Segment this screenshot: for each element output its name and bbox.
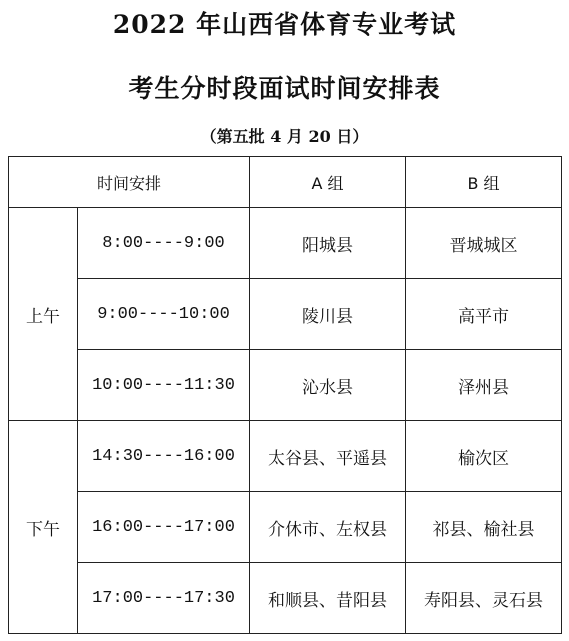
- time-slot: 9:00----10:00: [78, 279, 250, 350]
- table-row: [9, 208, 562, 279]
- page-subtitle-title: 考生分时段面试时间安排表: [128, 74, 441, 103]
- time-slot: 10:00----11:30: [78, 350, 250, 421]
- column-header-group-a: A 组: [250, 157, 406, 208]
- schedule-table: [8, 156, 562, 634]
- table-row: [9, 563, 562, 634]
- group-b-cell: 榆次区: [406, 421, 562, 492]
- group-b-cell: 高平市: [406, 279, 562, 350]
- time-slot: 17:00----17:30: [78, 563, 250, 634]
- column-header-group-b: B 组: [406, 157, 562, 208]
- group-b-cell: 泽州县: [406, 350, 562, 421]
- period-label-afternoon: 下午: [9, 421, 78, 634]
- page-title: 2022 年山西省体育专业考试: [112, 10, 457, 39]
- group-b-cell: 祁县、榆社县: [406, 492, 562, 563]
- column-header-time: 时间安排: [9, 157, 250, 208]
- period-label-morning: 上午: [9, 208, 78, 421]
- table-row: [9, 492, 562, 563]
- group-b-cell: 寿阳县、灵石县: [406, 563, 562, 634]
- group-b-cell: 晋城城区: [406, 208, 562, 279]
- batch-date-note: （第五批 4 月 20 日）: [200, 127, 369, 146]
- group-a-cell: 沁水县: [250, 350, 406, 421]
- table-row: [9, 350, 562, 421]
- group-a-cell: 陵川县: [250, 279, 406, 350]
- group-a-cell: 和顺县、昔阳县: [250, 563, 406, 634]
- time-slot: 14:30----16:00: [78, 421, 250, 492]
- group-a-cell: 介休市、左权县: [250, 492, 406, 563]
- group-a-cell: 阳城县: [250, 208, 406, 279]
- table-row: [9, 421, 562, 492]
- table-row: [9, 279, 562, 350]
- time-slot: 8:00----9:00: [78, 208, 250, 279]
- group-a-cell: 太谷县、平遥县: [250, 421, 406, 492]
- time-slot: 16:00----17:00: [78, 492, 250, 563]
- table-header-row: [9, 157, 562, 208]
